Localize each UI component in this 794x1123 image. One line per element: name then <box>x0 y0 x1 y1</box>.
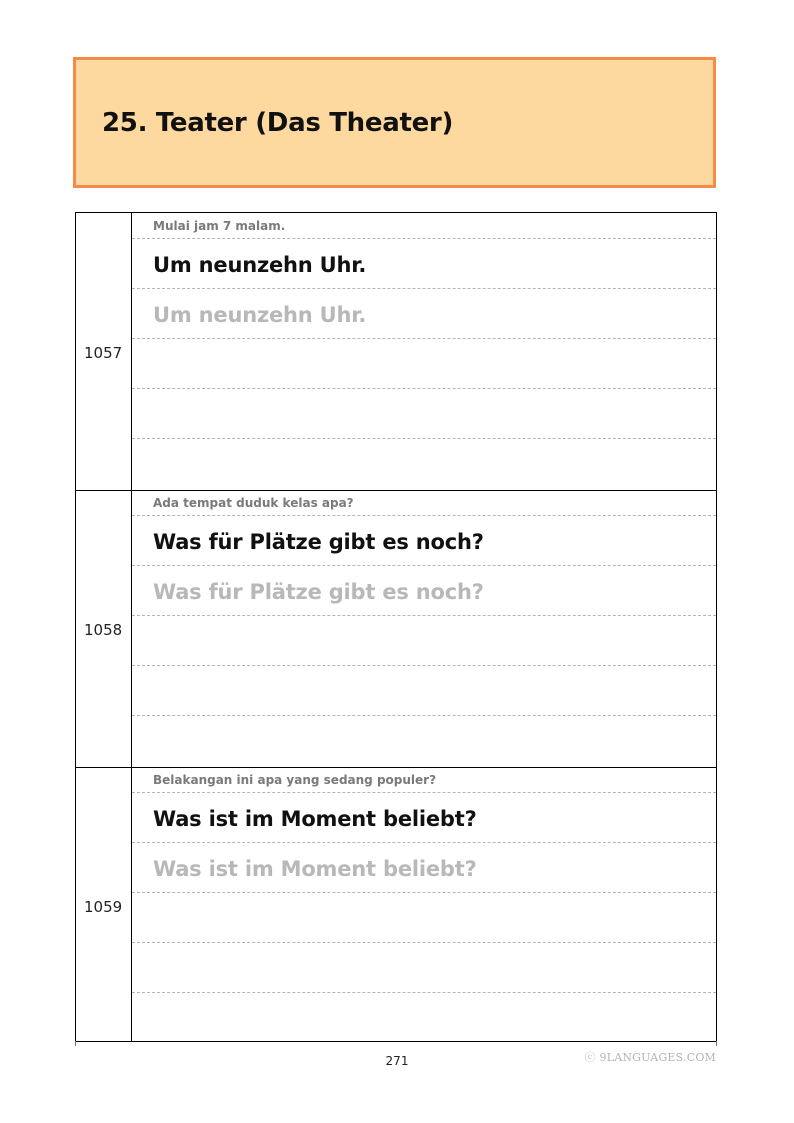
hint-text: Belakangan ini apa yang sedang populer? <box>153 773 437 787</box>
trace-sentence: Was ist im Moment beliebt? <box>153 857 477 881</box>
writing-line[interactable] <box>132 715 716 716</box>
copyright-notice: ⓒ 9LANGUAGES.COM <box>584 1051 716 1064</box>
entry-block <box>76 213 716 490</box>
entry-block <box>76 767 716 1041</box>
entry-number-cell <box>76 491 132 767</box>
ruled-line <box>132 288 716 289</box>
practice-table <box>75 212 717 1042</box>
writing-line[interactable] <box>132 665 716 666</box>
entry-block <box>76 490 716 767</box>
page-number: 271 <box>385 1054 409 1068</box>
writing-line[interactable] <box>132 615 716 616</box>
entry-number: 1058 <box>84 621 123 639</box>
ruled-line <box>132 515 716 516</box>
writing-line[interactable] <box>132 388 716 389</box>
entry-number-cell <box>76 213 132 490</box>
entry-number: 1057 <box>84 344 123 362</box>
model-sentence: Um neunzehn Uhr. <box>153 253 367 277</box>
writing-line[interactable] <box>132 438 716 439</box>
trace-sentence: Um neunzehn Uhr. <box>153 303 367 327</box>
hint-text: Ada tempat duduk kelas apa? <box>153 496 354 510</box>
trace-sentence: Was für Plätze gibt es noch? <box>153 580 484 604</box>
model-sentence: Was ist im Moment beliebt? <box>153 807 477 831</box>
writing-line[interactable] <box>132 942 716 943</box>
hint-text: Mulai jam 7 malam. <box>153 219 286 233</box>
writing-line[interactable] <box>132 992 716 993</box>
ruled-line <box>132 238 716 239</box>
ruled-line <box>132 792 716 793</box>
writing-line[interactable] <box>132 892 716 893</box>
entry-number-cell <box>76 768 132 1041</box>
model-sentence: Was für Plätze gibt es noch? <box>153 530 484 554</box>
crop-mark <box>75 1041 76 1046</box>
ruled-line <box>132 842 716 843</box>
entry-number: 1059 <box>84 898 123 916</box>
crop-mark <box>716 1041 717 1046</box>
title-banner <box>73 57 716 188</box>
page-title: 25. Teater (Das Theater) <box>102 108 454 138</box>
ruled-line <box>132 565 716 566</box>
writing-line[interactable] <box>132 338 716 339</box>
